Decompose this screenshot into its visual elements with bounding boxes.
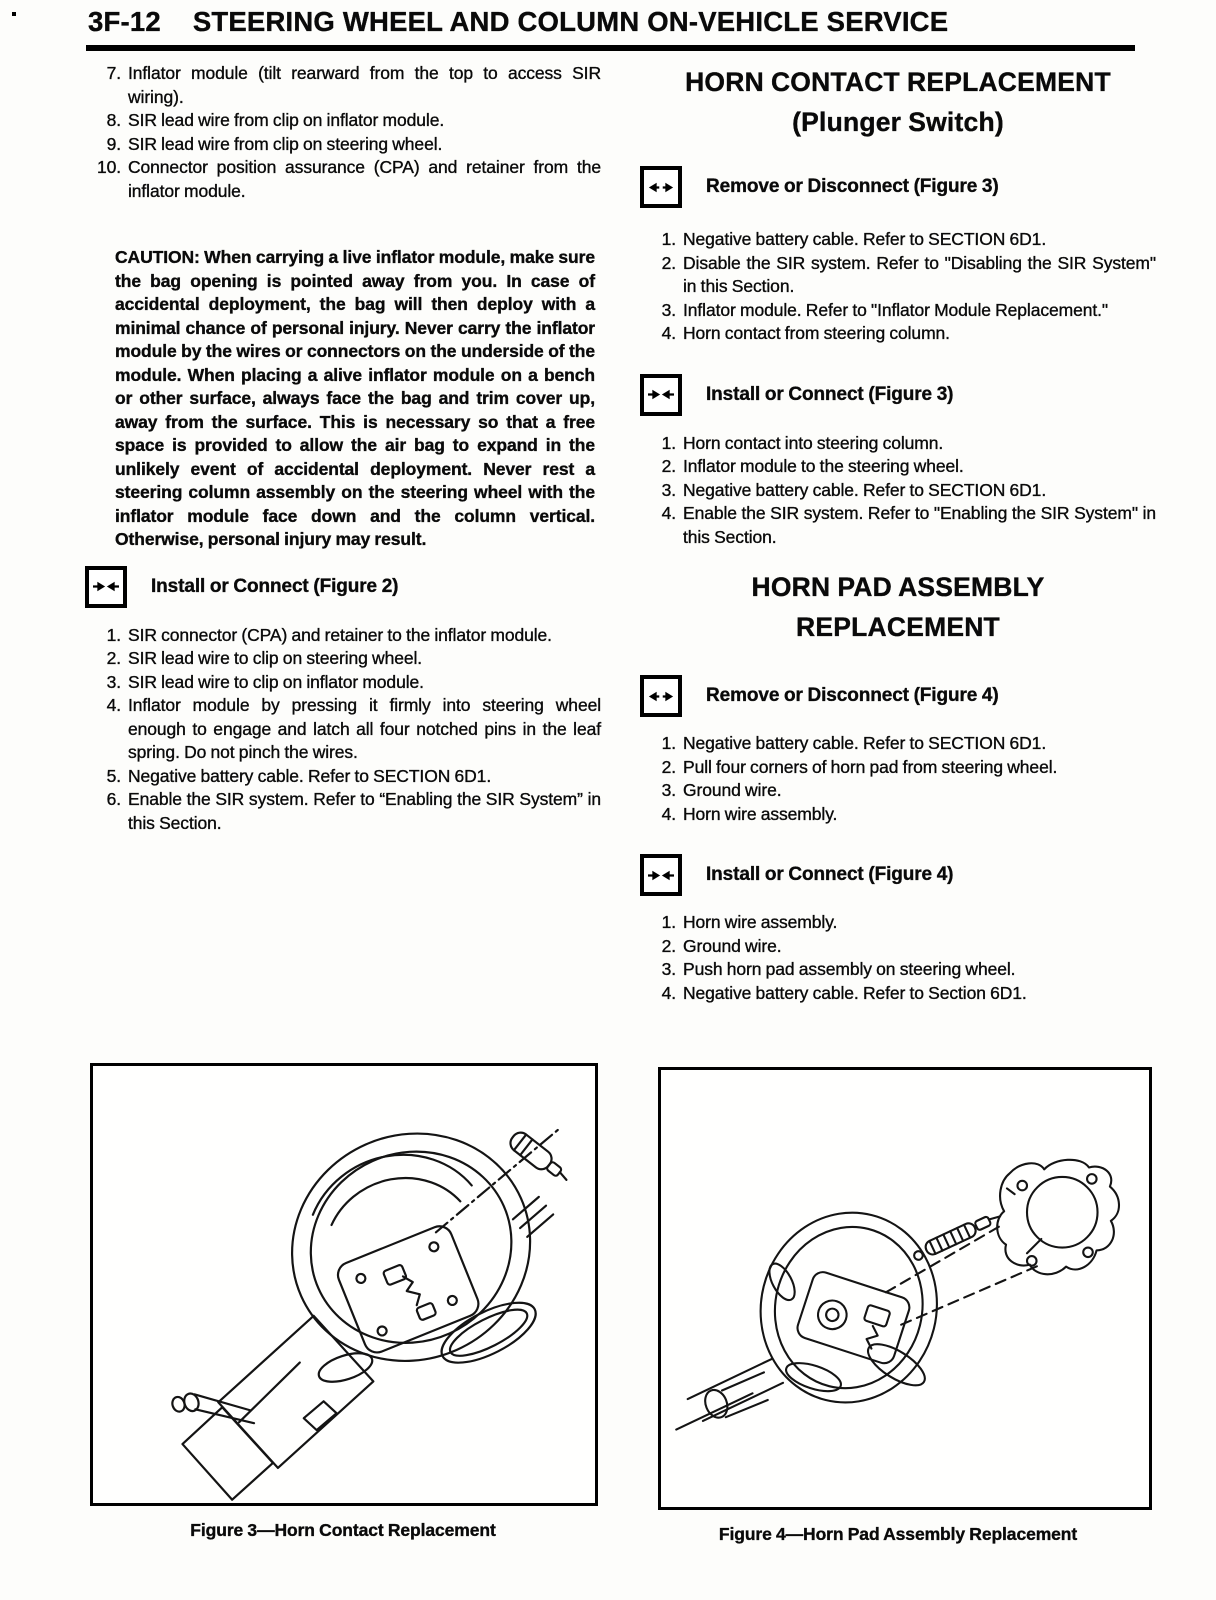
list-item bbox=[640, 299, 1156, 323]
scan-artifact-dot bbox=[12, 12, 16, 16]
list-item-text: SIR lead wire to clip on steering wheel. bbox=[128, 648, 423, 668]
list-item-text: Negative battery cable. Refer to SECTION 6D1. bbox=[128, 765, 492, 786]
list-item bbox=[85, 109, 601, 133]
list-item-number: 1. bbox=[106, 624, 121, 645]
list-item-number: 3. bbox=[106, 671, 121, 692]
list-item bbox=[640, 732, 1156, 756]
op-header-label: Install or Connect (Figure 2) bbox=[151, 575, 399, 597]
list-item-number: 6. bbox=[106, 789, 121, 809]
steering-wheel-rim bbox=[256, 1086, 588, 1398]
list-item bbox=[640, 252, 1156, 299]
list-item-number: 9. bbox=[106, 133, 121, 154]
horn-pad bbox=[997, 1160, 1119, 1274]
list-item-text: Horn contact into steering column. bbox=[683, 432, 944, 453]
section-title-line1: HORN CONTACT REPLACEMENT bbox=[685, 67, 1111, 97]
section-title-line2: REPLACEMENT bbox=[796, 612, 1000, 642]
list-item bbox=[640, 779, 1156, 803]
section-title-horn-contact bbox=[640, 62, 1156, 142]
list-item-text: Horn contact from steering column. bbox=[683, 323, 950, 343]
list-item bbox=[85, 133, 601, 157]
list-item-number: 5. bbox=[106, 765, 121, 786]
remove-steps-list bbox=[640, 228, 1156, 346]
list-item-text: Horn wire assembly. bbox=[683, 803, 838, 824]
install-steps-list bbox=[640, 911, 1156, 1005]
list-item-text: Inflator module by pressing it firmly into steering wheel enough to engage and latch all four notched pins in the leaf spring. Do not pinch the wires. bbox=[128, 695, 601, 762]
steering-column bbox=[676, 1359, 783, 1430]
list-item-text: Disable the SIR system. Refer to "Disabling the SIR System" in this Section. bbox=[683, 252, 1156, 296]
remove-disconnect-icon bbox=[640, 166, 682, 208]
list-item bbox=[640, 911, 1156, 935]
list-item-text: Horn wire assembly. bbox=[683, 912, 838, 932]
install-connect-icon bbox=[640, 854, 682, 896]
figure-3-caption: Figure 3—Horn Contact Replacement bbox=[190, 1520, 496, 1540]
section-title-horn-pad bbox=[640, 567, 1156, 647]
install-connect-figure3-header bbox=[640, 374, 1156, 416]
list-item bbox=[640, 803, 1156, 827]
horn-contact-plunger bbox=[507, 1129, 573, 1187]
list-item bbox=[85, 671, 601, 695]
list-item-number: 1. bbox=[661, 432, 676, 453]
right-column bbox=[640, 60, 1156, 1544]
page-title: STEERING WHEEL AND COLUMN ON-VEHICLE SERVICE bbox=[192, 6, 949, 37]
remove-disconnect-icon bbox=[640, 675, 682, 717]
list-item-text: Ground wire. bbox=[683, 780, 782, 800]
figure-4-drawing bbox=[658, 1067, 1152, 1510]
list-item-text: Inflator module to the steering wheel. bbox=[683, 456, 964, 476]
list-item-number: 3. bbox=[661, 299, 676, 320]
remove-steps-list bbox=[640, 732, 1156, 826]
list-item-text: Connector position assurance (CPA) and retainer from the inflator module. bbox=[128, 157, 601, 201]
op-header-label: Remove or Disconnect (Figure 3) bbox=[706, 176, 999, 198]
removal-steps-list bbox=[85, 62, 601, 203]
install-connect-icon bbox=[85, 566, 127, 608]
list-item-text: SIR lead wire from clip on steering wheel. bbox=[128, 133, 443, 154]
list-item bbox=[85, 647, 601, 671]
list-item bbox=[640, 228, 1156, 252]
list-item-text: Pull four corners of horn pad from steering wheel. bbox=[683, 756, 1058, 777]
leader-line bbox=[436, 1128, 560, 1232]
list-item-number: 4. bbox=[661, 803, 676, 824]
list-item-text: Enable the SIR system. Refer to "Enabling the SIR System" in this Section. bbox=[683, 503, 1156, 547]
list-item bbox=[640, 958, 1156, 982]
remove-disconnect-figure3-header bbox=[640, 166, 1156, 208]
list-item-number: 2. bbox=[661, 252, 676, 273]
list-item-text: SIR lead wire to clip on inflator module. bbox=[128, 671, 424, 692]
hub-plate bbox=[795, 1269, 912, 1365]
op-header-label: Remove or Disconnect (Figure 4) bbox=[706, 685, 999, 707]
list-item-number: 8. bbox=[106, 110, 121, 130]
figure-3-drawing bbox=[90, 1063, 598, 1506]
list-item-number: 1. bbox=[661, 912, 676, 932]
list-item bbox=[640, 982, 1156, 1006]
list-item-number: 2. bbox=[661, 935, 676, 956]
list-item bbox=[85, 765, 601, 789]
remove-disconnect-figure4-header bbox=[640, 675, 1156, 717]
op-header-label: Install or Connect (Figure 3) bbox=[706, 383, 954, 405]
list-item-text: SIR lead wire from clip on inflator module. bbox=[128, 110, 445, 130]
page-header bbox=[88, 6, 948, 38]
list-item-number: 7. bbox=[106, 63, 121, 83]
list-item-text: Negative battery cable. Refer to Section 6D1. bbox=[683, 982, 1027, 1003]
list-item bbox=[640, 502, 1156, 549]
horn-pad-assembly-illustration bbox=[661, 1070, 1149, 1507]
list-item bbox=[640, 756, 1156, 780]
section-title-line2: (Plunger Switch) bbox=[792, 107, 1004, 137]
figure-4 bbox=[640, 1067, 1156, 1547]
list-item-number: 4. bbox=[106, 695, 121, 715]
page-number: 3F-12 bbox=[88, 6, 161, 37]
list-item-text: Inflator module. Refer to "Inflator Module Replacement." bbox=[683, 299, 1109, 320]
figure-3 bbox=[85, 1063, 601, 1543]
figure-4-caption: Figure 4—Horn Pad Assembly Replacement bbox=[718, 1524, 1078, 1544]
list-item-number: 1. bbox=[661, 229, 676, 249]
list-item bbox=[640, 935, 1156, 959]
list-item-number: 3. bbox=[661, 959, 676, 979]
list-item-text: Ground wire. bbox=[683, 935, 782, 956]
list-item-number: 4. bbox=[661, 503, 676, 523]
list-item bbox=[85, 156, 601, 203]
list-item bbox=[85, 624, 601, 648]
list-item-text: Inflator module (tilt rearward from the top to access SIR wiring). bbox=[128, 63, 601, 107]
list-item-text: SIR connector (CPA) and retainer to the inflator module. bbox=[128, 624, 552, 645]
list-item bbox=[85, 788, 601, 835]
list-item bbox=[640, 322, 1156, 346]
caution-paragraph: CAUTION: When carrying a live inflator module, make sure the bag opening is pointed away from you. In case of accidental deployment, the bag will then deploy with a minimal chance of personal injury. Never carry the inflator module by the wires or connectors on the underside of the module. When placing a alive inflator module on a bench or other surface, always face the bag and trim cover up, away from the surface. This is necessary so that a free space is provided to allow the air bag to expand in the unlikely event of accidental deployment. Never rest a steering column assembly on the steering wheel with the inflator module face down and the column vertical. Otherwise, personal injury may result. bbox=[115, 247, 595, 549]
list-item-text: Enable the SIR system. Refer to “Enabling the SIR System” in this Section. bbox=[128, 789, 601, 833]
section-title-line1: HORN PAD ASSEMBLY bbox=[751, 572, 1045, 602]
list-item-text: Push horn pad assembly on steering wheel. bbox=[683, 959, 1016, 979]
steering-column-horn-contact-illustration bbox=[93, 1066, 595, 1503]
list-item-number: 2. bbox=[106, 648, 121, 668]
install-connect-figure4-header bbox=[640, 854, 1156, 896]
list-item-number: 4. bbox=[661, 982, 676, 1003]
list-item bbox=[85, 694, 601, 765]
install-connect-icon bbox=[640, 374, 682, 416]
list-item-text: Negative battery cable. Refer to SECTION 6D1. bbox=[683, 479, 1047, 500]
list-item bbox=[640, 455, 1156, 479]
left-column bbox=[85, 60, 601, 1540]
op-header-label: Install or Connect (Figure 4) bbox=[706, 864, 954, 886]
list-item-number: 1. bbox=[661, 733, 676, 753]
list-item bbox=[85, 62, 601, 109]
install-steps-list bbox=[85, 624, 601, 836]
list-item-number: 3. bbox=[661, 479, 676, 500]
header-rule bbox=[86, 45, 1135, 51]
install-connect-figure2-header bbox=[85, 566, 601, 608]
list-item-number: 2. bbox=[661, 756, 676, 777]
install-steps-list bbox=[640, 432, 1156, 550]
list-item bbox=[640, 432, 1156, 456]
list-item-number: 3. bbox=[661, 780, 676, 800]
list-item-text: Negative battery cable. Refer to SECTION 6D1. bbox=[683, 229, 1047, 249]
list-item-number: 4. bbox=[661, 323, 676, 343]
list-item-number: 2. bbox=[661, 456, 676, 476]
list-item-number: 10. bbox=[96, 157, 121, 177]
list-item-text: Negative battery cable. Refer to SECTION 6D1. bbox=[683, 733, 1047, 753]
list-item bbox=[640, 479, 1156, 503]
